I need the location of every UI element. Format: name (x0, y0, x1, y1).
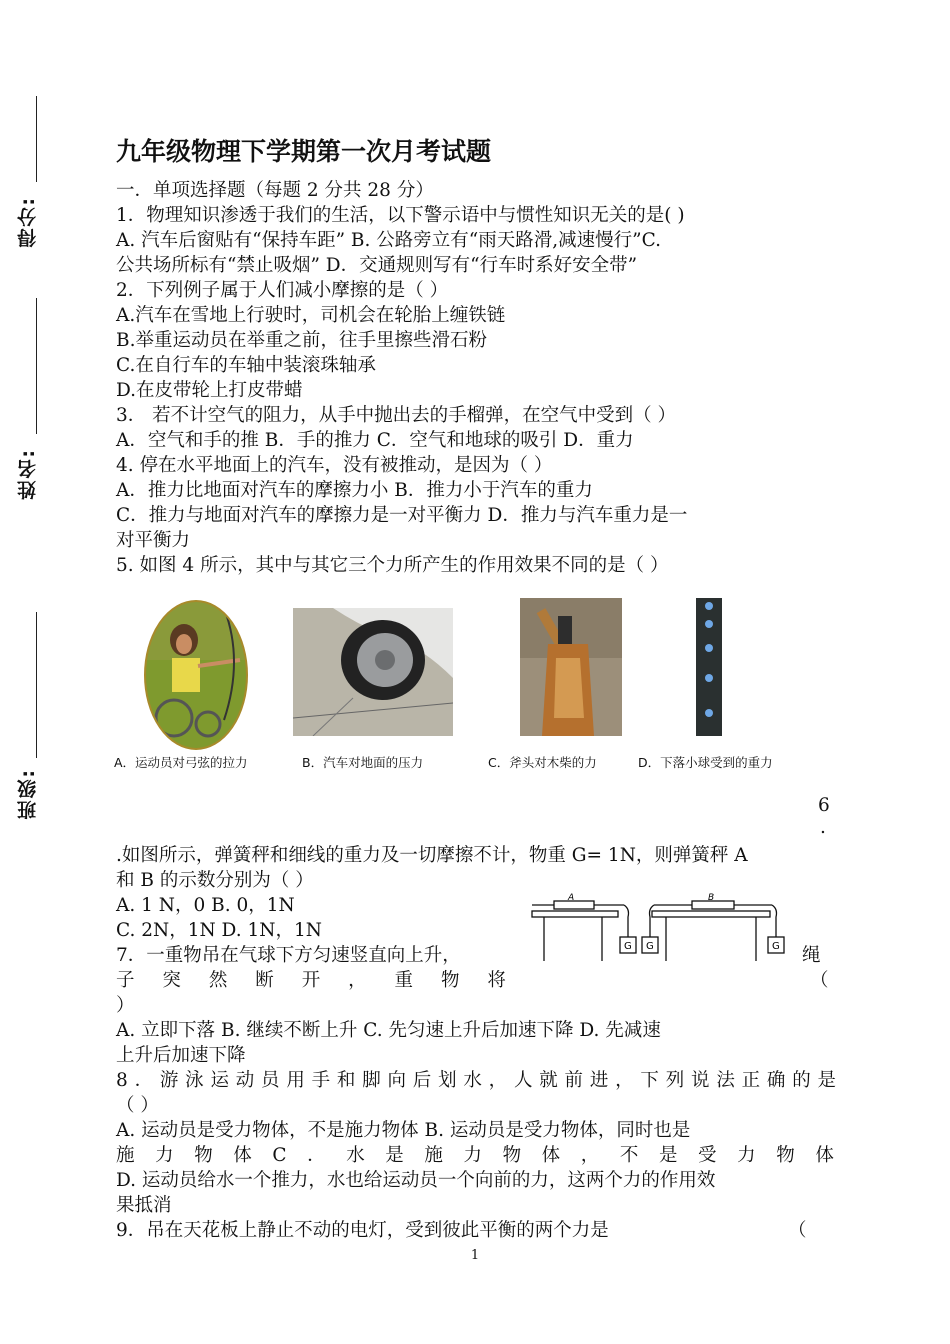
q7-word: 将 (487, 970, 506, 991)
class-line (36, 612, 37, 758)
question-4: 4. 停在水平地面上的汽车，没有被推动，是因为（ ） (116, 455, 553, 476)
axe-wood-photo (520, 598, 622, 736)
question-9-row (116, 1218, 836, 1243)
q8-word: 力 (737, 1145, 756, 1166)
question-8-option-d-cont: 果抵消 (116, 1195, 172, 1216)
question-7: 7．一重物吊在气球下方匀速竖直向上升， (116, 945, 461, 966)
q8-word: C (272, 1145, 287, 1166)
question-8-options-ab: A. 运动员是受力物体，不是施力物体 B. 运动员是受力物体，同时也是 (116, 1120, 691, 1141)
falling-ball-photo (696, 598, 722, 736)
weight-label-1: G (624, 941, 632, 952)
question-8-option-d: D. 运动员给水一个推力，水也给运动员一个向前的力，这两个力的作用效 (116, 1170, 716, 1191)
question-7-line-2 (116, 968, 506, 993)
weight-label-3: G (772, 941, 780, 952)
name-line (36, 298, 37, 434)
q8-word: 是 (658, 1145, 678, 1166)
question-4-options-cd: C．推力与地面对汽车的摩擦力是一对平衡力 D．推力与汽车重力是一 (116, 505, 688, 526)
q8-word: 力 (463, 1145, 482, 1166)
question-4-options-ab: A．推力比地面对汽车的摩擦力小 B．推力小于汽车的重力 (116, 480, 593, 501)
question-7-end: 绳 (802, 945, 821, 966)
page-number: 1 (470, 1248, 480, 1263)
section-heading: 一．单项选择题（每题 2 分共 28 分） (116, 180, 434, 201)
question-6-number-block (116, 793, 836, 843)
q7-word: 断 (255, 970, 274, 991)
q7-word: 重 (394, 970, 414, 991)
q8-word: 体 (815, 1145, 834, 1166)
scale-label-b: B (708, 893, 715, 903)
q8-word: 不 (619, 1145, 639, 1166)
question-5: 5. 如图 4 所示，其中与其它三个力所产生的作用效果不同的是（ ） (116, 555, 669, 576)
question-6-dot: . (820, 817, 826, 838)
question-6-options-ab: A. 1 N，0 B. 0，1N (116, 895, 295, 916)
question-9: 9．吊在天花板上静止不动的电灯，受到彼此平衡的两个力是 (116, 1220, 609, 1241)
exam-content (116, 132, 836, 1243)
q8-word: 力 (155, 1145, 174, 1166)
question-6-options-cd: C. 2N，1N D. 1N，1N (116, 920, 322, 941)
question-9-end: （ (788, 1220, 807, 1241)
figure-caption-c: C．斧头对木柴的力 (488, 755, 597, 770)
q8-word: 施 (424, 1145, 443, 1166)
question-7-line-2-end: （ (810, 970, 829, 991)
archer-photo (144, 600, 248, 750)
q7-word: 开 (301, 970, 321, 991)
figure-caption-d: D．下落小球受到的重力 (638, 755, 773, 770)
q8-word: ， (580, 1145, 600, 1166)
q8-word: 体 (233, 1145, 252, 1166)
question-5-figures (116, 588, 836, 793)
spring-scale-diagram (528, 893, 804, 965)
question-7-line-3: ） (116, 995, 135, 1016)
question-6-7-block (116, 893, 836, 1068)
q7-word: ， (348, 970, 367, 991)
question-7-options-cont: 上升后加速下降 (116, 1045, 246, 1066)
q8-word: 物 (502, 1145, 522, 1166)
car-tire-photo (293, 608, 453, 736)
question-8: 8．游泳运动员用手和脚向后划水，人就前进，下列说法正确的是 (116, 1070, 836, 1091)
figure-caption-b: B．汽车对地面的压力 (302, 755, 424, 770)
q8-word: 受 (698, 1145, 717, 1166)
question-3-options: A．空气和手的推 B．手的推力 C．空气和地球的吸引 D．重力 (116, 430, 634, 451)
question-7-options: A. 立即下落 B. 继续不断上升 C. 先匀速上升后加速下降 D. 先减速 (116, 1020, 661, 1041)
q8-word: 水 (346, 1145, 365, 1166)
question-2-option-a: A.汽车在雪地上行驶时，司机会在轮胎上缠铁链 (116, 305, 506, 326)
question-1-options-cont: 公共场所标有“禁止吸烟” D．交通规则写有“行车时系好安全带” (116, 255, 638, 276)
question-2: 2．下列例子属于人们减小摩擦的是（ ） (116, 280, 449, 301)
question-1-options: A. 汽车后窗贴有“保持车距” B. 公路旁立有“雨天路滑,减速慢行”C. (116, 230, 661, 251)
scale-label-a: A (568, 893, 575, 903)
question-8-bracket: （ ） (116, 1095, 159, 1116)
q7-word: 物 (440, 970, 460, 991)
exam-title: 九年级物理下学期第一次月考试题 (116, 137, 492, 166)
question-3: 3． 若不计空气的阻力，从手中抛出去的手榴弹，在空气中受到（ ） (116, 405, 677, 426)
q7-word: 突 (162, 970, 181, 991)
question-1: 1．物理知识渗透于我们的生活，以下警示语中与惯性知识无关的是( ) (116, 205, 685, 226)
figure-caption-a: A．运动员对弓弦的拉力 (114, 755, 248, 770)
name-label: 姓名: (17, 448, 39, 500)
class-label: 班级: (17, 768, 39, 820)
question-6: .如图所示，弹簧秤和细线的重力及一切摩擦不计，物重 G= 1N，则弹簧秤 A (116, 845, 748, 866)
score-label: 得分: (17, 196, 39, 248)
question-6-cont: 和 B 的示数分别为（ ） (116, 870, 314, 891)
q8-word: 物 (194, 1145, 213, 1166)
question-4-options-cd-cont: 对平衡力 (116, 530, 191, 551)
q8-word: 施 (116, 1145, 135, 1166)
question-2-option-d: D.在皮带轮上打皮带蜡 (116, 380, 303, 401)
question-2-option-b: B.举重运动员在举重之前，往手里擦些滑石粉 (116, 330, 487, 351)
q7-word: 子 (116, 970, 135, 991)
score-line (36, 96, 37, 182)
question-6-number: 6 (818, 795, 830, 816)
weight-label-2: G (646, 941, 654, 952)
q8-word: 体 (541, 1145, 561, 1166)
q8-word: 物 (776, 1145, 795, 1166)
question-2-option-c: C.在自行车的车轴中装滚珠轴承 (116, 355, 376, 376)
q7-word: 然 (208, 970, 228, 991)
q8-word: 是 (385, 1145, 404, 1166)
q8-word: ． (307, 1145, 326, 1166)
question-8-option-c (116, 1143, 834, 1168)
